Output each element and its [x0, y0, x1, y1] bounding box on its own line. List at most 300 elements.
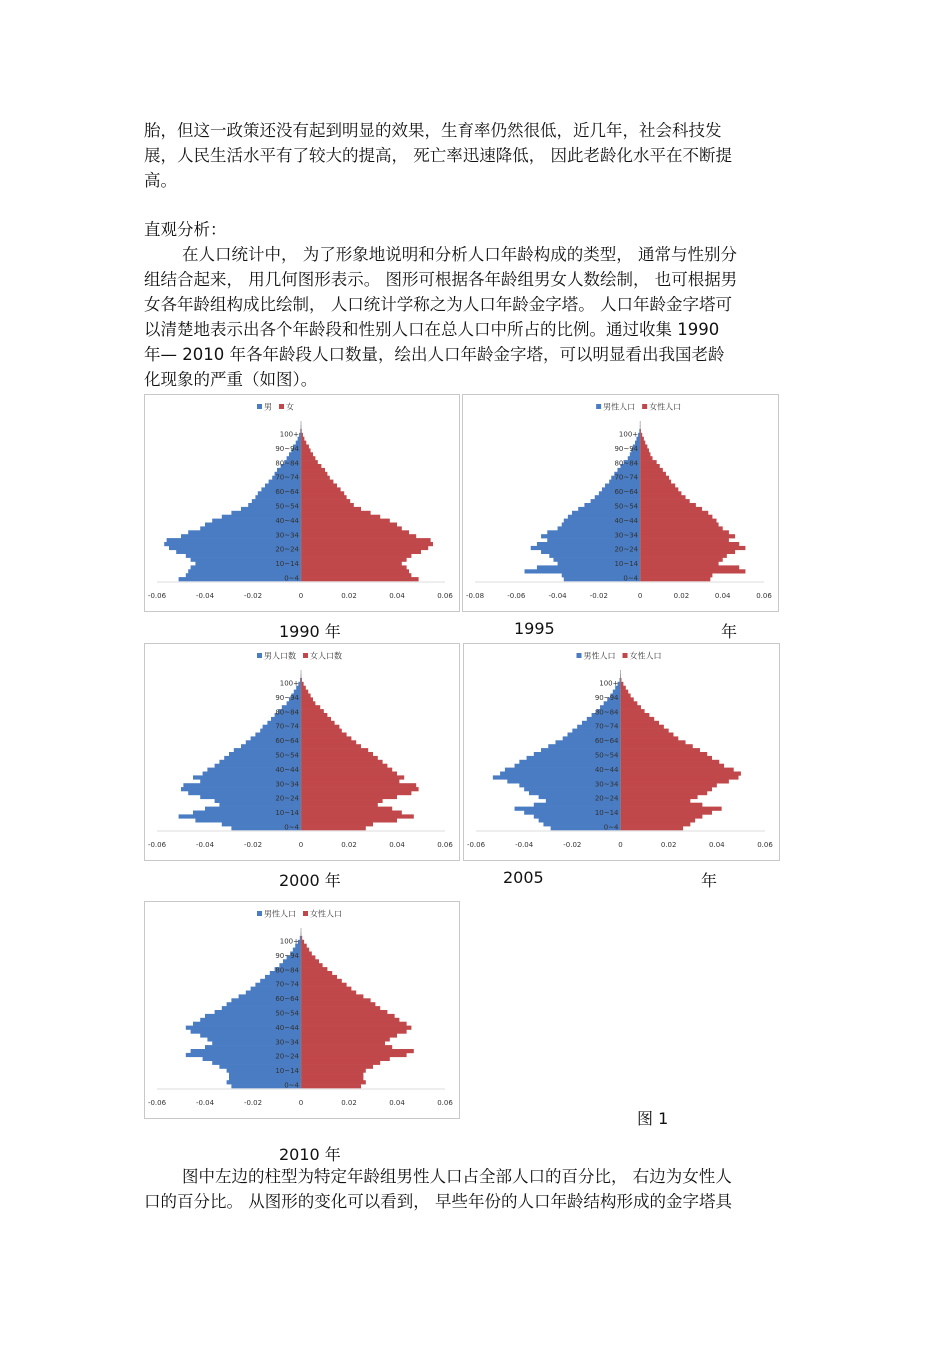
- bar-female: [301, 1014, 395, 1018]
- y-tick-label: 30~34: [275, 780, 299, 789]
- y-tick-label: 20~24: [614, 545, 639, 554]
- bar-female: [301, 994, 363, 998]
- bar-female: [301, 1033, 397, 1037]
- bar-female: [301, 811, 402, 815]
- y-tick-label: 80~84: [614, 459, 639, 468]
- bar-female: [301, 983, 347, 987]
- bar-male: [277, 468, 301, 472]
- bar-female: [621, 713, 650, 717]
- bar-female: [301, 1072, 363, 1076]
- bar-male: [605, 484, 640, 488]
- bar-female: [301, 690, 308, 694]
- bar-female: [301, 565, 407, 569]
- bar-female: [301, 464, 321, 468]
- bar-female: [640, 519, 716, 523]
- y-tick-label: 40~44: [275, 765, 299, 774]
- figure-label: 图 1: [637, 1109, 669, 1128]
- bar-female: [301, 1065, 373, 1069]
- y-tick-label: 0~4: [623, 574, 639, 583]
- bar-female: [301, 515, 380, 519]
- x-tick-label: 0.04: [389, 841, 405, 849]
- x-tick-label: -0.06: [507, 592, 526, 600]
- pyramid-svg-2010: [145, 902, 459, 1118]
- bar-female: [301, 744, 361, 748]
- text-line: 胎，但这一政策还没有起到明显的效果，生育率仍然很低，近几年，社会科技发: [144, 121, 722, 140]
- bar-male: [188, 569, 301, 573]
- bar-female: [640, 569, 745, 573]
- y-tick-label: 90~94: [594, 693, 619, 702]
- bar-female: [301, 713, 327, 717]
- bar-female: [301, 484, 337, 488]
- legend-label-male: 男性人口: [264, 909, 296, 919]
- caption-2010: 2010 年: [279, 1145, 341, 1164]
- x-tick-label: -0.06: [466, 841, 486, 849]
- bar-female: [301, 694, 311, 698]
- legend-swatch-male: [257, 404, 262, 409]
- bar-female: [621, 690, 629, 694]
- bar-female: [301, 952, 312, 956]
- bar-female: [301, 736, 351, 740]
- bar-female: [621, 814, 703, 818]
- x-tick-label: -0.06: [147, 592, 167, 600]
- legend-label-female: 女性人口: [310, 909, 342, 919]
- bar-female: [301, 519, 390, 523]
- bar-female: [301, 550, 421, 554]
- bar-female: [301, 764, 387, 768]
- x-tick-label: -0.04: [548, 592, 567, 600]
- bar-female: [640, 487, 678, 491]
- bar-female: [621, 818, 696, 822]
- bar-female: [301, 491, 344, 495]
- bar-female: [301, 445, 309, 449]
- y-tick-label: 90~94: [275, 444, 299, 453]
- legend-label-male: 男性人口: [583, 651, 616, 661]
- bar-female: [640, 503, 696, 507]
- y-tick-label: 80~84: [275, 459, 299, 468]
- pyramid-chart-2005: [463, 643, 780, 861]
- x-tick-label: 0: [298, 592, 304, 600]
- y-tick-label: 70~74: [614, 473, 639, 482]
- bar-female: [640, 468, 663, 472]
- bar-female: [621, 795, 698, 799]
- y-tick-label: 90~94: [275, 693, 299, 702]
- bar-male: [519, 760, 620, 764]
- legend: [257, 402, 294, 412]
- bar-female: [621, 811, 713, 815]
- bar-female: [301, 775, 404, 779]
- bar-female: [301, 495, 347, 499]
- paragraph-intro: [144, 118, 804, 193]
- bar-female: [301, 523, 397, 527]
- bar-female: [621, 756, 713, 760]
- x-tick-label: 0.06: [756, 592, 772, 600]
- text-line: 女各年龄组构成比绘制， 人口统计学称之为人口年龄金字塔。 人口年龄金字塔可: [144, 295, 732, 314]
- bar-female: [301, 1076, 363, 1080]
- bar-female: [301, 998, 371, 1002]
- paragraph-analysis: [144, 242, 804, 392]
- x-tick-label: 0.06: [757, 841, 773, 849]
- y-tick-label: 50~54: [594, 751, 619, 760]
- legend-label-male: 男: [264, 402, 272, 412]
- bar-female: [640, 507, 702, 511]
- y-tick-label: 100+: [618, 430, 639, 439]
- bar-female: [640, 534, 735, 538]
- y-tick-label: 0~4: [284, 574, 299, 583]
- bar-female: [621, 733, 674, 737]
- bar-female: [301, 783, 416, 787]
- x-tick-label: -0.02: [589, 592, 608, 600]
- bar-female: [301, 468, 325, 472]
- text-line: 图中左边的柱型为特定年龄组男性人口占全部人口的百分比， 右边为女性人: [182, 1167, 732, 1186]
- bar-female: [621, 791, 708, 795]
- bar-female: [621, 748, 700, 752]
- bar-female: [301, 487, 341, 491]
- bar-male: [200, 1018, 301, 1022]
- caption-1990: 1990 年: [279, 622, 341, 641]
- bar-female: [640, 456, 652, 460]
- legend-swatch-female: [303, 911, 308, 916]
- bar-female: [301, 1041, 385, 1045]
- x-tick-label: 0.02: [673, 592, 690, 600]
- bar-female: [640, 452, 650, 456]
- bar-female: [621, 725, 664, 729]
- bar-female: [621, 752, 708, 756]
- x-tick-label: 0.04: [709, 841, 725, 849]
- bar-female: [301, 1084, 361, 1088]
- caption-2005-nian: 年: [701, 871, 718, 890]
- y-tick-label: 50~54: [275, 1009, 299, 1018]
- y-tick-label: 70~74: [594, 722, 619, 731]
- pyramid-chart-1995: [462, 394, 779, 612]
- bar-male: [231, 511, 301, 515]
- legend: [577, 651, 662, 661]
- bar-female: [621, 772, 741, 776]
- bar-female: [301, 940, 304, 944]
- bar-female: [301, 814, 414, 818]
- x-tick-label: 0.02: [341, 841, 357, 849]
- bar-female: [301, 991, 356, 995]
- y-tick-label: 100+: [279, 679, 299, 688]
- bar-female: [301, 799, 383, 803]
- bar-female: [301, 1002, 375, 1006]
- y-tick-label: 10~14: [275, 809, 299, 818]
- y-tick-label: 40~44: [594, 765, 619, 774]
- bar-female: [301, 772, 397, 776]
- bar-female: [640, 445, 647, 449]
- text-line: 展，人民生活水平有了较大的提高， 死亡率迅速降低， 因此老龄化水平在不断提: [144, 146, 732, 165]
- caption-1995-nian: 年: [721, 622, 738, 641]
- bar-female: [640, 448, 649, 452]
- pyramid-svg-2000: [145, 644, 459, 860]
- legend-swatch-male: [257, 911, 262, 916]
- bar-female: [301, 558, 407, 562]
- bar-female: [301, 733, 347, 737]
- bar-female: [301, 971, 332, 975]
- bar-male: [246, 991, 301, 995]
- text-line: 以清楚地表示出各个年龄段和性别人口在总人口中所占的比例。通过收集 1990: [144, 320, 720, 339]
- bar-female: [301, 717, 331, 721]
- bar-female: [640, 523, 718, 527]
- bar-female: [301, 507, 361, 511]
- bar-female: [621, 807, 722, 811]
- y-tick-label: 60~64: [614, 488, 639, 497]
- legend-label-female: 女: [286, 402, 294, 412]
- bar-male: [525, 569, 641, 573]
- bar-female: [640, 562, 718, 566]
- bar-female: [301, 573, 411, 577]
- bar-female: [301, 740, 356, 744]
- x-tick-label: -0.04: [195, 1099, 215, 1107]
- bar-male: [200, 526, 301, 530]
- bar-female: [621, 694, 631, 698]
- bar-female: [621, 779, 729, 783]
- y-tick-label: 30~34: [275, 531, 299, 540]
- bar-female: [301, 729, 342, 733]
- bar-female: [301, 948, 309, 952]
- legend-label-female: 女性人口: [649, 402, 682, 412]
- bar-female: [640, 476, 669, 480]
- x-tick-label: -0.02: [563, 841, 582, 849]
- y-tick-label: 50~54: [275, 502, 299, 511]
- bar-female: [301, 686, 306, 690]
- bar-female: [301, 682, 304, 686]
- y-tick-label: 60~64: [594, 737, 619, 746]
- bar-male: [193, 775, 301, 779]
- bar-female: [301, 1069, 366, 1073]
- y-tick-label: 60~64: [275, 995, 299, 1004]
- bar-female: [640, 515, 712, 519]
- legend-swatch-female: [623, 653, 628, 658]
- bar-female: [301, 1037, 390, 1041]
- y-tick-label: 20~24: [275, 794, 299, 803]
- x-tick-label: 0.02: [341, 1099, 357, 1107]
- bar-female: [301, 569, 409, 573]
- pyramid-chart-1990: [144, 394, 460, 612]
- bar-male: [219, 803, 301, 807]
- bar-female: [621, 744, 693, 748]
- paragraph-explanation: [144, 1164, 804, 1214]
- caption-2005: 2005: [503, 868, 544, 887]
- bar-female: [301, 511, 371, 515]
- bar-female: [640, 530, 729, 534]
- bar-female: [640, 499, 690, 503]
- x-tick-label: 0: [298, 1099, 304, 1107]
- y-tick-label: 10~14: [275, 560, 299, 569]
- bar-male: [219, 760, 301, 764]
- bar-female: [621, 697, 634, 701]
- x-tick-label: 0.02: [341, 592, 357, 600]
- bar-female: [621, 705, 641, 709]
- y-tick-label: 100+: [599, 679, 619, 688]
- bar-female: [301, 975, 337, 979]
- bar-male: [186, 554, 301, 558]
- y-tick-label: 20~24: [594, 794, 619, 803]
- bar-female: [301, 476, 330, 480]
- x-tick-label: 0.06: [437, 841, 453, 849]
- bar-female: [621, 717, 655, 721]
- bar-female: [640, 573, 712, 577]
- legend-swatch-male: [577, 653, 582, 658]
- bar-male: [287, 701, 301, 705]
- pyramid-chart-2010: [144, 901, 460, 1119]
- y-tick-label: 30~34: [594, 780, 619, 789]
- bar-female: [301, 542, 433, 546]
- bar-female: [621, 775, 739, 779]
- x-tick-label: -0.06: [147, 1099, 167, 1107]
- text-line: 高。: [144, 171, 177, 190]
- bar-female: [301, 503, 354, 507]
- bar-female: [301, 756, 378, 760]
- legend-swatch-female: [303, 653, 308, 658]
- x-tick-label: 0.04: [389, 592, 405, 600]
- bar-female: [621, 768, 734, 772]
- y-tick-label: 60~64: [275, 737, 299, 746]
- y-tick-label: 10~14: [275, 1067, 299, 1076]
- x-tick-label: -0.04: [195, 841, 215, 849]
- bar-female: [301, 538, 431, 542]
- bar-female: [301, 1022, 407, 1026]
- bar-female: [301, 748, 368, 752]
- bar-male: [630, 452, 640, 456]
- bar-female: [301, 826, 366, 830]
- bar-female: [301, 979, 342, 983]
- bar-female: [640, 550, 735, 554]
- x-tick-label: 0: [298, 841, 304, 849]
- bar-male: [271, 717, 301, 721]
- y-tick-label: 30~34: [614, 531, 639, 540]
- bar-female: [640, 511, 708, 515]
- y-tick-label: 30~34: [275, 1038, 299, 1047]
- bar-female: [301, 963, 323, 967]
- x-tick-label: 0.06: [437, 1099, 453, 1107]
- legend-swatch-female: [642, 404, 647, 409]
- legend-label-male: 男人口数: [264, 651, 296, 661]
- bar-male: [493, 775, 621, 779]
- bar-female: [301, 441, 306, 445]
- bar-female: [301, 955, 315, 959]
- bar-female: [301, 725, 339, 729]
- bar-female: [621, 803, 703, 807]
- y-tick-label: 80~84: [594, 708, 619, 717]
- y-tick-label: 40~44: [614, 516, 639, 525]
- legend: [257, 651, 342, 661]
- x-tick-label: -0.08: [465, 592, 485, 600]
- bar-female: [301, 546, 428, 550]
- y-tick-label: 70~74: [275, 980, 299, 989]
- x-tick-label: -0.02: [243, 841, 263, 849]
- y-tick-label: 40~44: [275, 516, 299, 525]
- bar-female: [301, 480, 333, 484]
- bar-female: [640, 484, 675, 488]
- bar-female: [301, 1026, 411, 1030]
- bar-female: [621, 799, 691, 803]
- bar-male: [255, 733, 301, 737]
- y-tick-label: 10~14: [614, 560, 639, 569]
- text-line: 化现象的严重（如图）。: [144, 370, 318, 389]
- bar-male: [587, 717, 621, 721]
- y-tick-label: 60~64: [275, 488, 299, 497]
- bar-female: [301, 987, 351, 991]
- y-tick-label: 0~4: [284, 823, 299, 832]
- bar-female: [640, 491, 681, 495]
- y-tick-label: 10~14: [594, 809, 619, 818]
- bar-female: [640, 546, 745, 550]
- pyramid-chart-2000: [144, 643, 460, 861]
- bar-female: [301, 1061, 380, 1065]
- bar-female: [301, 709, 324, 713]
- bar-female: [301, 959, 319, 963]
- bar-female: [301, 530, 409, 534]
- bar-female: [301, 795, 397, 799]
- x-tick-label: 0.02: [660, 841, 677, 849]
- bar-female: [621, 764, 725, 768]
- bar-female: [621, 826, 684, 830]
- pyramid-svg-1990: [145, 395, 459, 611]
- bar-female: [640, 526, 723, 530]
- x-tick-label: -0.04: [195, 592, 215, 600]
- bar-female: [301, 697, 313, 701]
- bar-male: [638, 433, 640, 437]
- bar-female: [301, 499, 350, 503]
- bar-female: [301, 437, 304, 441]
- legend-label-female: 女性人口: [629, 651, 662, 661]
- bar-female: [301, 791, 411, 795]
- x-tick-label: 0.06: [437, 592, 453, 600]
- bar-female: [621, 822, 691, 826]
- bar-female: [621, 760, 720, 764]
- bar-female: [621, 682, 624, 686]
- bar-female: [621, 721, 660, 725]
- bar-male: [283, 959, 301, 963]
- y-tick-label: 90~94: [614, 444, 639, 453]
- bar-female: [301, 1018, 399, 1022]
- y-tick-label: 20~24: [275, 545, 299, 554]
- bar-male: [604, 701, 621, 705]
- bar-female: [301, 779, 399, 783]
- bar-female: [301, 818, 397, 822]
- legend-swatch-male: [257, 653, 262, 658]
- bar-female: [301, 1057, 390, 1061]
- bar-female: [301, 456, 315, 460]
- bar-female: [621, 740, 686, 744]
- x-tick-label: 0.04: [389, 1099, 405, 1107]
- x-tick-label: -0.06: [147, 841, 167, 849]
- text-line: 口的百分比。 从图形的变化可以看到， 早些年份的人口年龄结构形成的金字塔具: [144, 1192, 732, 1211]
- bar-female: [301, 760, 383, 764]
- legend: [596, 402, 681, 412]
- bar-male: [617, 468, 640, 472]
- bar-female: [621, 729, 669, 733]
- bar-female: [301, 705, 320, 709]
- bar-male: [195, 818, 301, 822]
- bar-female: [301, 1010, 387, 1014]
- bar-female: [301, 822, 373, 826]
- pyramid-svg-1995: [463, 395, 778, 611]
- bar-male: [265, 975, 301, 979]
- bar-female: [301, 944, 307, 948]
- bar-female: [621, 686, 626, 690]
- x-tick-label: -0.04: [515, 841, 534, 849]
- y-tick-label: 20~24: [275, 1052, 299, 1061]
- section-heading: 直观分析：: [144, 220, 227, 239]
- bar-male: [558, 526, 641, 530]
- bar-female: [301, 752, 373, 756]
- bar-female: [301, 1045, 392, 1049]
- bar-male: [568, 733, 621, 737]
- y-tick-label: 70~74: [275, 722, 299, 731]
- legend-label-female: 女人口数: [310, 651, 342, 661]
- bar-female: [301, 452, 313, 456]
